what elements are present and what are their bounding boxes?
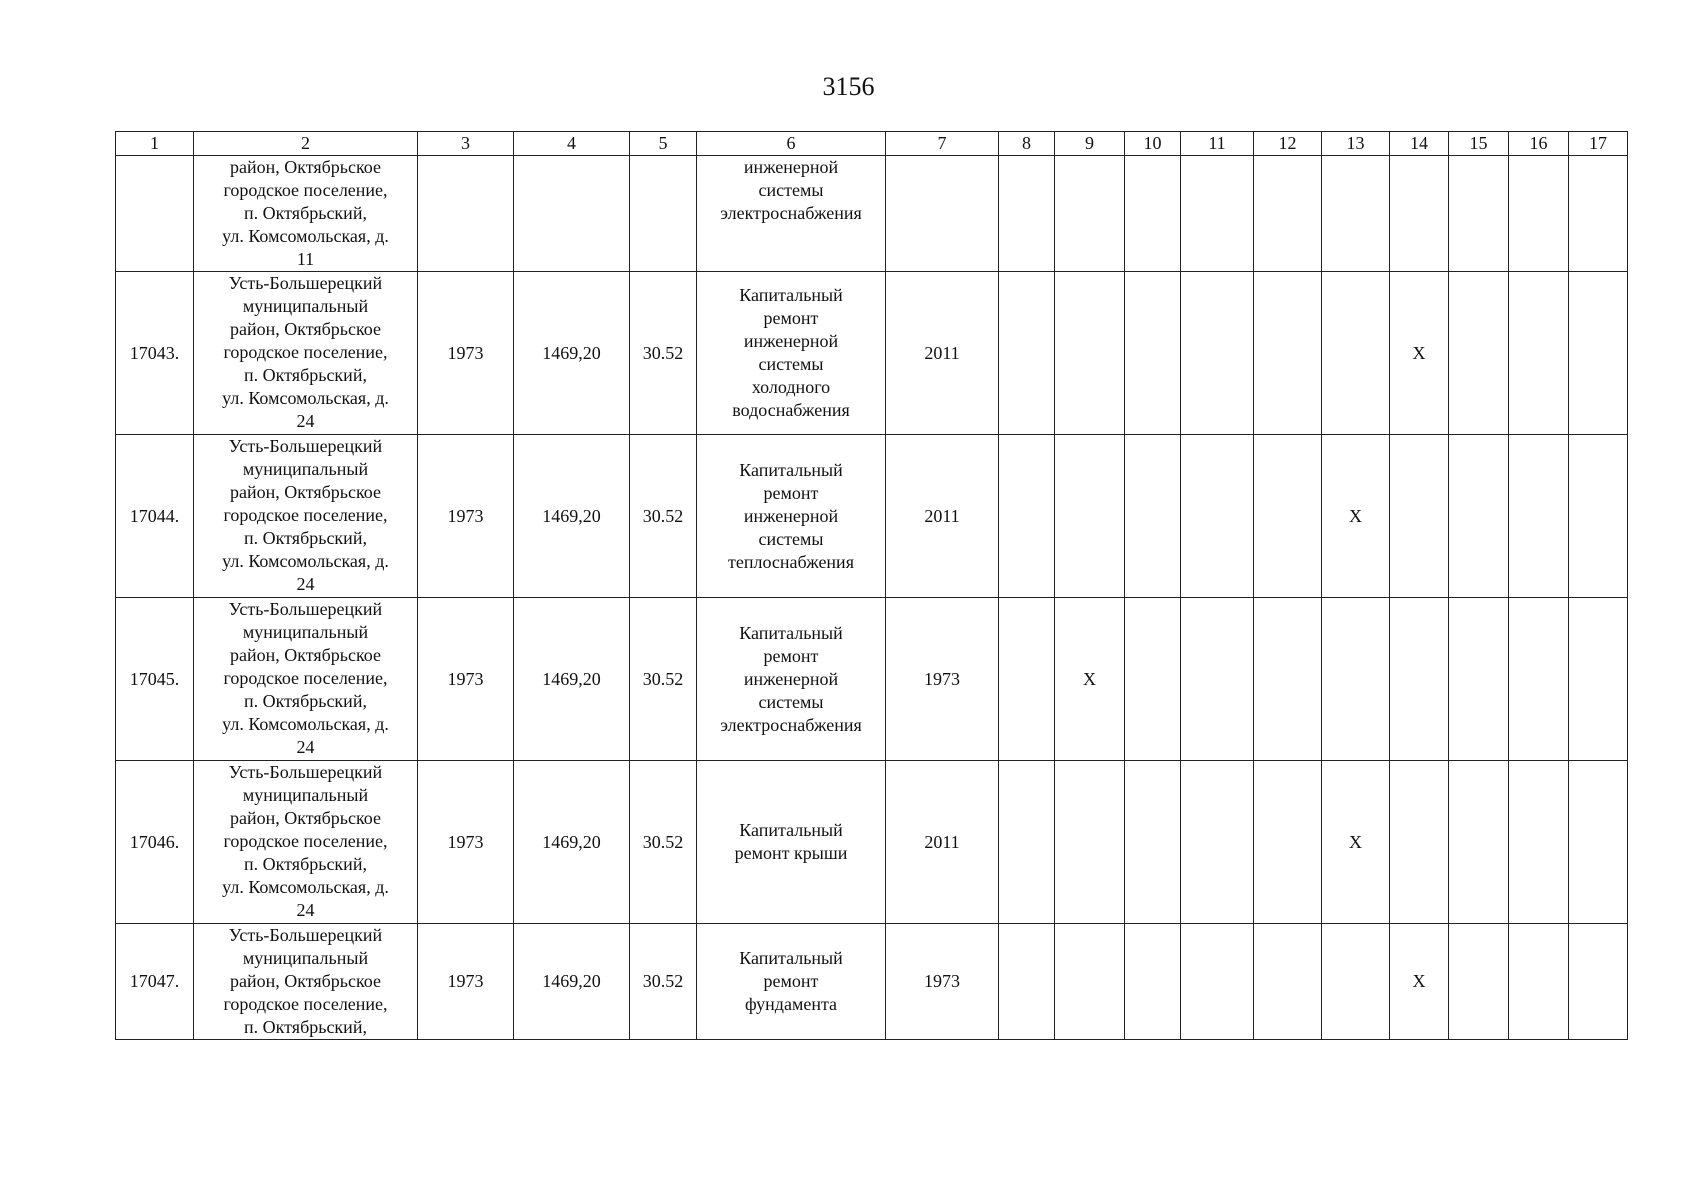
address-cell: Усть-Большерецкий муниципальный район, Октябрьское городское поселение, п. Октябрьский, ул. Комсомольская, д. 24 (194, 272, 418, 435)
work-type-cell: Капитальный ремонт инженерной системы теплоснабжения (697, 435, 886, 598)
column-header-14: 14 (1390, 132, 1449, 156)
plan-year-cell: 2011 (886, 272, 999, 435)
column-header-7: 7 (886, 132, 999, 156)
plan-year-cell (886, 156, 999, 272)
mark-cell-col-16 (1509, 924, 1569, 1040)
mark-cell-col-14 (1390, 435, 1449, 598)
work-type-cell: Капитальный ремонт инженерной системы холодного водоснабжения (697, 272, 886, 435)
mark-cell-col-15 (1449, 924, 1509, 1040)
mark-cell-col-9 (1055, 272, 1125, 435)
plan-year-cell: 1973 (886, 924, 999, 1040)
row-number-cell (116, 156, 194, 272)
build-year-cell: 1973 (418, 761, 514, 924)
mark-cell-col-17 (1569, 156, 1628, 272)
area-cell: 1469,20 (514, 272, 630, 435)
mark-cell-col-8 (999, 156, 1055, 272)
table-body (116, 156, 1628, 1040)
mark-cell-col-13: X (1322, 435, 1390, 598)
address-cell: Усть-Большерецкий муниципальный район, Октябрьское городское поселение, п. Октябрьский, ул. Комсомольская, д. 24 (194, 435, 418, 598)
mark-cell-col-15 (1449, 761, 1509, 924)
mark-cell-col-17 (1569, 272, 1628, 435)
mark-cell-col-10 (1125, 761, 1181, 924)
mark-cell-col-16 (1509, 156, 1569, 272)
address-cell: Усть-Большерецкий муниципальный район, Октябрьское городское поселение, п. Октябрьский, ул. Комсомольская, д. 24 (194, 598, 418, 761)
work-type-cell: Капитальный ремонт фундамента (697, 924, 886, 1040)
area-cell: 1469,20 (514, 761, 630, 924)
row-number-cell: 17046. (116, 761, 194, 924)
mark-cell-col-12 (1254, 156, 1322, 272)
area-cell: 1469,20 (514, 435, 630, 598)
mark-cell-col-12 (1254, 924, 1322, 1040)
build-year-cell: 1973 (418, 272, 514, 435)
plan-year-cell: 1973 (886, 598, 999, 761)
code-cell (630, 156, 697, 272)
repair-plan-table (115, 131, 1628, 1040)
address-cell: Усть-Большерецкий муниципальный район, Октябрьское городское поселение, п. Октябрьский, (194, 924, 418, 1040)
work-type-cell: Капитальный ремонт крыши (697, 761, 886, 924)
column-header-4: 4 (514, 132, 630, 156)
build-year-cell: 1973 (418, 598, 514, 761)
mark-cell-col-14 (1390, 761, 1449, 924)
mark-cell-col-13 (1322, 598, 1390, 761)
mark-cell-col-15 (1449, 156, 1509, 272)
mark-cell-col-13 (1322, 156, 1390, 272)
code-cell: 30.52 (630, 761, 697, 924)
mark-cell-col-14 (1390, 156, 1449, 272)
mark-cell-col-8 (999, 924, 1055, 1040)
mark-cell-col-11 (1181, 435, 1254, 598)
mark-cell-col-12 (1254, 435, 1322, 598)
table-row (116, 761, 1628, 924)
code-cell: 30.52 (630, 272, 697, 435)
column-header-13: 13 (1322, 132, 1390, 156)
build-year-cell (418, 156, 514, 272)
mark-cell-col-10 (1125, 156, 1181, 272)
mark-cell-col-11 (1181, 156, 1254, 272)
address-cell: район, Октябрьское городское поселение, п. Октябрьский, ул. Комсомольская, д. 11 (194, 156, 418, 272)
column-header-15: 15 (1449, 132, 1509, 156)
build-year-cell: 1973 (418, 435, 514, 598)
table-row (116, 435, 1628, 598)
area-cell: 1469,20 (514, 598, 630, 761)
mark-cell-col-11 (1181, 598, 1254, 761)
mark-cell-col-14: X (1390, 924, 1449, 1040)
mark-cell-col-9 (1055, 924, 1125, 1040)
column-header-2: 2 (194, 132, 418, 156)
mark-cell-col-12 (1254, 761, 1322, 924)
mark-cell-col-17 (1569, 598, 1628, 761)
column-header-12: 12 (1254, 132, 1322, 156)
mark-cell-col-12 (1254, 598, 1322, 761)
column-header-5: 5 (630, 132, 697, 156)
mark-cell-col-9 (1055, 435, 1125, 598)
area-cell: 1469,20 (514, 924, 630, 1040)
table-header (116, 132, 1628, 156)
mark-cell-col-8 (999, 761, 1055, 924)
mark-cell-col-17 (1569, 924, 1628, 1040)
column-header-6: 6 (697, 132, 886, 156)
mark-cell-col-15 (1449, 598, 1509, 761)
mark-cell-col-16 (1509, 761, 1569, 924)
column-header-11: 11 (1181, 132, 1254, 156)
row-number-cell: 17045. (116, 598, 194, 761)
mark-cell-col-13: X (1322, 761, 1390, 924)
area-cell (514, 156, 630, 272)
mark-cell-col-11 (1181, 924, 1254, 1040)
mark-cell-col-17 (1569, 761, 1628, 924)
column-header-10: 10 (1125, 132, 1181, 156)
column-header-1: 1 (116, 132, 194, 156)
mark-cell-col-17 (1569, 435, 1628, 598)
mark-cell-col-8 (999, 272, 1055, 435)
mark-cell-col-16 (1509, 598, 1569, 761)
mark-cell-col-13 (1322, 924, 1390, 1040)
mark-cell-col-15 (1449, 272, 1509, 435)
mark-cell-col-14: X (1390, 272, 1449, 435)
mark-cell-col-10 (1125, 435, 1181, 598)
code-cell: 30.52 (630, 598, 697, 761)
column-header-17: 17 (1569, 132, 1628, 156)
table-row (116, 598, 1628, 761)
mark-cell-col-13 (1322, 272, 1390, 435)
column-header-9: 9 (1055, 132, 1125, 156)
mark-cell-col-11 (1181, 761, 1254, 924)
mark-cell-col-15 (1449, 435, 1509, 598)
build-year-cell: 1973 (418, 924, 514, 1040)
mark-cell-col-14 (1390, 598, 1449, 761)
column-header-16: 16 (1509, 132, 1569, 156)
row-number-cell: 17044. (116, 435, 194, 598)
table-row (116, 272, 1628, 435)
table-row (116, 924, 1628, 1040)
mark-cell-col-10 (1125, 598, 1181, 761)
mark-cell-col-9 (1055, 761, 1125, 924)
mark-cell-col-10 (1125, 272, 1181, 435)
mark-cell-col-9: X (1055, 598, 1125, 761)
mark-cell-col-10 (1125, 924, 1181, 1040)
table-row (116, 156, 1628, 272)
work-type-cell: Капитальный ремонт инженерной системы электроснабжения (697, 598, 886, 761)
plan-year-cell: 2011 (886, 435, 999, 598)
mark-cell-col-8 (999, 598, 1055, 761)
address-cell: Усть-Большерецкий муниципальный район, Октябрьское городское поселение, п. Октябрьский, ул. Комсомольская, д. 24 (194, 761, 418, 924)
mark-cell-col-16 (1509, 435, 1569, 598)
mark-cell-col-16 (1509, 272, 1569, 435)
mark-cell-col-8 (999, 435, 1055, 598)
column-number-row (116, 132, 1628, 156)
work-type-cell: инженерной системы электроснабжения (697, 156, 886, 272)
page-number: 3156 (822, 72, 875, 101)
code-cell: 30.52 (630, 435, 697, 598)
row-number-cell: 17043. (116, 272, 194, 435)
mark-cell-col-11 (1181, 272, 1254, 435)
mark-cell-col-9 (1055, 156, 1125, 272)
mark-cell-col-12 (1254, 272, 1322, 435)
column-header-3: 3 (418, 132, 514, 156)
code-cell: 30.52 (630, 924, 697, 1040)
column-header-8: 8 (999, 132, 1055, 156)
row-number-cell: 17047. (116, 924, 194, 1040)
plan-year-cell: 2011 (886, 761, 999, 924)
